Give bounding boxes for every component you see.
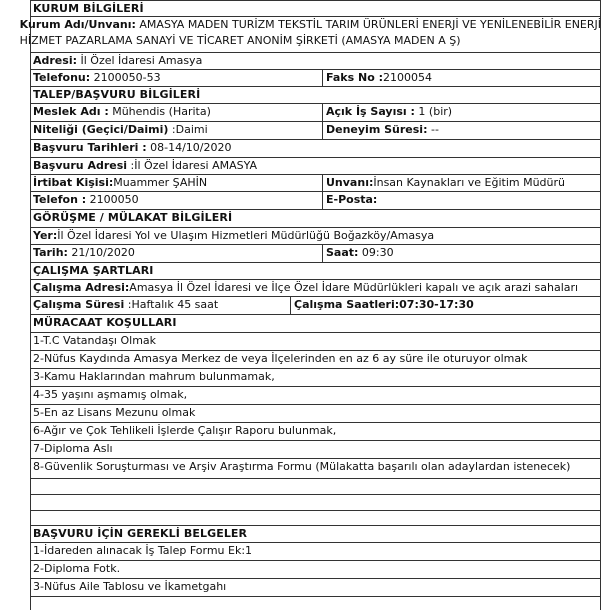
talep-meslek-value: Mühendis (Harita) (108, 105, 211, 118)
talep-eposta-cell (322, 192, 601, 209)
talep-unvan-label: Unvanı: (326, 176, 374, 189)
muracaat-item-row (30, 386, 601, 404)
blank-row (30, 510, 601, 525)
kurum-adi-value-2: HİZMET PAZARLAMA SANAYİ VE TİCARET ANONİM ŞİRKETİ (AMASYA MADEN A Ş) (19, 34, 461, 47)
belgeler-item: 3-Nüfus Aile Tablosu ve İkametgahı (33, 580, 227, 593)
talep-tel-label: Telefon : (33, 193, 87, 206)
muracaat-item: 8-Güvenlik Soruşturması ve Arşiv Araştırma Formu (Mülakatta başarılı olan adaylardan istenecek) (33, 460, 571, 473)
talep-adres-value: :İl Özel İdaresi AMASYA (127, 159, 258, 172)
calisma-adres-row (30, 279, 601, 296)
talep-adres-cell (30, 158, 257, 174)
muracaat-item-row (30, 368, 601, 386)
belgeler-item-row (30, 542, 601, 560)
talep-acik-is-cell (322, 104, 601, 121)
talep-header-row (30, 86, 601, 103)
calisma-saatler-value: 07:30-17:30 (399, 298, 474, 311)
calisma-saatler-label: Çalışma Saatleri: (294, 298, 400, 311)
blank-row (30, 494, 601, 510)
talep-header: TALEP/BAŞVURU BİLGİLERİ (33, 88, 201, 101)
kurum-faks-cell (322, 70, 601, 86)
gorusme-yer-cell (30, 228, 434, 244)
gorusme-saat-label: Saat: (326, 246, 359, 259)
kurum-telefon-label: Telefonu: (33, 71, 91, 84)
calisma-sure-label: Çalışma Süresi (33, 298, 125, 311)
talep-adres-label: Başvuru Adresi (33, 159, 128, 172)
talep-adres-row (30, 157, 601, 174)
muracaat-item-row (30, 404, 601, 422)
kurum-adres-row (30, 52, 601, 69)
talep-irtibat-cell (30, 175, 322, 191)
muracaat-item-row (30, 350, 601, 368)
kurum-telefon-value: 2100050-53 (90, 71, 161, 84)
calisma-sure-cell (30, 297, 290, 314)
talep-nitelik-value: :Daimi (168, 123, 208, 136)
calisma-adres-value: Amasya İl Özel İdaresi ve İlçe Özel İdare Müdürlükleri kapalı ve açık arazi sahaları (129, 281, 579, 294)
kurum-adi-value: AMASYA MADEN TURİZM TEKSTİL TARIM ÜRÜNLERİ ENERJİ VE YENİLENEBİLİR ENERJİ (135, 18, 601, 31)
kurum-adi-row (19, 16, 601, 52)
talep-deneyim-label: Deneyim Süresi: (326, 123, 428, 136)
kurum-adres-value: İl Özel İdaresi Amasya (77, 54, 203, 67)
muracaat-item: 5-En az Lisans Mezunu olmak (33, 406, 196, 419)
kurum-adi-label: Kurum Adı/Unvanı: (19, 18, 136, 31)
gorusme-header: GÖRÜŞME / MÜLAKAT BİLGİLERİ (33, 211, 233, 224)
talep-tarih-value: 08-14/10/2020 (146, 141, 232, 154)
talep-irtibat-label: İrtibat Kişisi: (33, 176, 114, 189)
blank-row (30, 478, 601, 494)
gorusme-header-row (30, 209, 601, 227)
talep-tel-row (30, 191, 601, 209)
talep-unvan-cell (322, 175, 601, 191)
gorusme-yer-label: Yer: (33, 229, 58, 242)
talep-tarih-cell (30, 140, 232, 157)
calisma-adres-cell (30, 280, 578, 296)
calisma-sure-row (30, 296, 601, 314)
calisma-saatler-cell (290, 297, 601, 314)
muracaat-item-row (30, 422, 601, 440)
gorusme-tarih-row (30, 244, 601, 262)
talep-meslek-cell (30, 104, 322, 121)
talep-deneyim-value: -- (427, 123, 439, 136)
muracaat-item: 7-Diploma Aslı (33, 442, 113, 455)
muracaat-item: 6-Ağır ve Çok Tehlikeli İşlerde Çalışır Raporu bulunmak, (33, 424, 337, 437)
calisma-header: ÇALIŞMA ŞARTLARI (33, 264, 154, 277)
muracaat-item: 2-Nüfus Kaydında Amasya Merkez de veya İlçelerinden en az 6 ay süre ile oturuyor olmak (33, 352, 528, 365)
kurum-adres-cell (30, 53, 202, 69)
kurum-telefon-row (30, 69, 601, 86)
belgeler-item-row (30, 560, 601, 578)
talep-tel-cell (30, 192, 322, 209)
calisma-adres-label: Çalışma Adresi: (33, 281, 130, 294)
muracaat-item-row (30, 440, 601, 458)
gorusme-saat-value: 09:30 (358, 246, 394, 259)
calisma-sure-value: :Haftalık 45 saat (124, 298, 219, 311)
gorusme-tarih-cell (30, 245, 322, 262)
talep-meslek-label: Meslek Adı : (33, 105, 109, 118)
muracaat-header: MÜRACAAT KOŞULLARI (33, 316, 177, 329)
kurum-faks-value: 2100054 (382, 71, 432, 84)
gorusme-yer-row (30, 227, 601, 244)
talep-irtibat-row (30, 174, 601, 191)
gorusme-yer-value: İl Özel İdaresi Yol ve Ulaşım Hizmetleri Müdürlüğü Boğazköy/Amasya (57, 229, 435, 242)
belgeler-item-row (30, 578, 601, 596)
talep-irtibat-value: Muammer ŞAHİN (113, 176, 208, 189)
kurum-telefon-cell (30, 70, 322, 86)
gorusme-saat-cell (322, 245, 601, 262)
muracaat-item: 3-Kamu Haklarından mahrum bulunmamak, (33, 370, 275, 383)
talep-meslek-row (30, 103, 601, 121)
muracaat-item-row (30, 332, 601, 350)
talep-tarih-row (30, 139, 601, 157)
muracaat-header-row (30, 314, 601, 332)
talep-eposta-label: E-Posta: (326, 193, 378, 206)
kurum-header: KURUM BİLGİLERİ (33, 2, 144, 15)
talep-nitelik-cell (30, 122, 322, 139)
kurum-faks-label: Faks No : (326, 71, 383, 84)
kurum-adres-label: Adresi: (33, 54, 77, 67)
gorusme-tarih-label: Tarih: (33, 246, 68, 259)
talep-deneyim-cell (322, 122, 601, 139)
talep-unvan-value: İnsan Kaynakları ve Eğitim Müdürü (373, 176, 565, 189)
kurum-adi-cell (17, 17, 601, 52)
belgeler-header: BAŞVURU İÇİN GEREKLİ BELGELER (33, 527, 248, 540)
muracaat-item-row (30, 458, 601, 478)
talep-tarih-label: Başvuru Tarihleri : (33, 141, 147, 154)
muracaat-item: 4-35 yaşını aşmamış olmak, (33, 388, 188, 401)
calisma-header-row (30, 262, 601, 279)
belgeler-item: 1-İdareden alınacak İş Talep Formu Ek:1 (33, 544, 253, 557)
talep-acik-is-value: 1 (bir) (414, 105, 453, 118)
kurum-header-row (30, 0, 601, 16)
talep-acik-is-label: Açık İş Sayısı : (326, 105, 415, 118)
talep-tel-value: 2100050 (86, 193, 139, 206)
belgeler-header-row (30, 525, 601, 542)
muracaat-item: 1-T.C Vatandaşı Olmak (33, 334, 157, 347)
talep-nitelik-label: Niteliği (Geçici/Daimi) (33, 123, 169, 136)
gorusme-tarih-value: 21/10/2020 (67, 246, 135, 259)
talep-nitelik-row (30, 121, 601, 139)
belgeler-item: 2-Diploma Fotk. (33, 562, 121, 575)
blank-row (30, 596, 601, 610)
